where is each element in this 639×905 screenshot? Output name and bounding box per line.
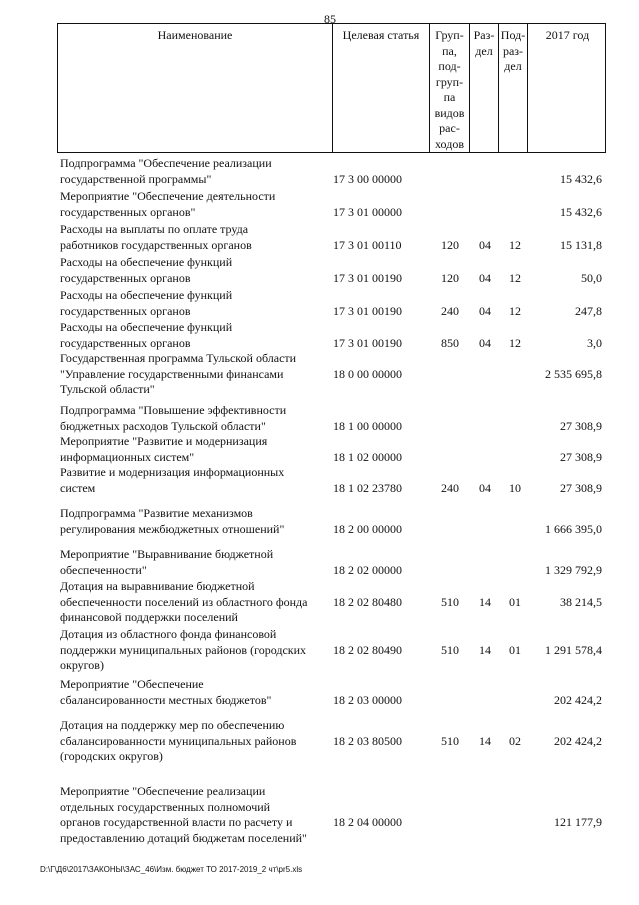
- row-name: Подпрограмма "Повышение эффективности бюджетных расходов Тульской области": [60, 403, 287, 433]
- row-subsection: 02: [509, 733, 521, 748]
- row-target-article: 18 1 00 00000: [333, 418, 402, 433]
- table-header: [57, 23, 606, 153]
- row-amount: 38 214,5: [560, 594, 602, 609]
- row-amount: 1 666 395,0: [545, 521, 602, 536]
- row-target-article: 17 3 01 00190: [333, 270, 402, 285]
- row-target-article: 17 3 01 00110: [333, 237, 402, 252]
- row-name: Мероприятие "Выравнивание бюджетной обеспеченности": [60, 547, 274, 577]
- header-section: Раз- дел: [470, 24, 499, 152]
- row-name: Дотация на выравнивание бюджетной обеспеченности поселений из областного фонда финансовой поддержки поселений: [60, 579, 308, 624]
- row-amount: 121 177,9: [554, 815, 602, 829]
- row-amount: 50,0: [581, 270, 602, 285]
- header-target-article: Целевая статья: [333, 24, 430, 152]
- row-expense-type: 120: [441, 237, 459, 252]
- row-target-article: 18 2 03 00000: [333, 692, 402, 707]
- row-name: Подпрограмма "Развитие механизмов регулирования межбюджетных отношений": [60, 506, 285, 536]
- row-section: 14: [479, 594, 491, 609]
- row-subsection: 12: [509, 270, 521, 285]
- row-target-article: 17 3 01 00190: [333, 335, 402, 350]
- row-name: Дотация на поддержку мер по обеспечению сбалансированности муниципальных районов (городских округов): [60, 718, 297, 763]
- row-target-article: 18 1 02 00000: [333, 449, 402, 464]
- row-name: Расходы на обеспечение функций государственных органов: [60, 255, 233, 285]
- row-target-article: 18 2 02 00000: [333, 562, 402, 577]
- header-subsection: Под- раз- дел: [499, 24, 528, 152]
- row-amount: 202 424,2: [554, 733, 602, 748]
- row-expense-type: 240: [441, 303, 459, 318]
- row-name: Мероприятие "Обеспечение реализации отдельных государственных полномочий органов государственной власти по расчету и предоставлению дотаций бюджетам поселений": [60, 784, 307, 845]
- row-amount: 27 308,9: [560, 449, 602, 464]
- row-name: Развитие и модернизация информационных систем: [60, 465, 285, 495]
- row-subsection: 12: [509, 237, 521, 252]
- row-name: Расходы на обеспечение функций государственных органов: [60, 320, 233, 350]
- row-target-article: 18 2 03 80500: [333, 733, 402, 748]
- row-target-article: 17 3 01 00190: [333, 303, 402, 318]
- row-amount: 15 432,6: [560, 171, 602, 186]
- row-target-article: 18 2 02 80490: [333, 642, 402, 657]
- row-amount: 15 131,8: [560, 237, 602, 252]
- row-target-article: 18 1 02 23780: [333, 480, 402, 495]
- row-section: 04: [479, 335, 491, 350]
- row-amount: 1 291 578,4: [545, 642, 602, 657]
- row-section: 04: [479, 270, 491, 285]
- row-amount: 27 308,9: [560, 480, 602, 495]
- row-section: 04: [479, 480, 491, 495]
- row-name: Мероприятие "Обеспечение сбалансированности местных бюджетов": [60, 677, 272, 707]
- page-number: 85: [324, 12, 336, 26]
- row-name: Дотация из областного фонда финансовой поддержки муниципальных районов (городских округов): [60, 627, 307, 672]
- row-expense-type: 510: [441, 733, 459, 748]
- row-amount: 1 329 792,9: [545, 562, 602, 577]
- row-target-article: 18 2 04 00000: [333, 815, 402, 829]
- file-path-footer: D:\Г\Д6\2017\ЗАКОНЫ\ЗАС_46\Изм. бюджет ТО 2017-2019_2 чт\pr5.xls: [40, 865, 303, 874]
- row-amount: 15 432,6: [560, 204, 602, 219]
- row-expense-type: 240: [441, 480, 459, 495]
- row-section: 14: [479, 642, 491, 657]
- row-name: Мероприятие "Развитие и модернизация информационных систем": [60, 434, 268, 464]
- header-name: Наименование: [58, 24, 333, 152]
- row-section: 14: [479, 733, 491, 748]
- row-subsection: 01: [509, 642, 521, 657]
- row-expense-type: 850: [441, 335, 459, 350]
- row-section: 04: [479, 303, 491, 318]
- row-amount: 247,8: [575, 303, 602, 318]
- row-expense-type: 120: [441, 270, 459, 285]
- row-name: Расходы на обеспечение функций государственных органов: [60, 288, 233, 318]
- row-amount: 27 308,9: [560, 418, 602, 433]
- row-amount: 202 424,2: [554, 692, 602, 707]
- row-amount: 3,0: [587, 335, 602, 350]
- row-name: Государственная программа Тульской области "Управление государственными финансами Тульской области": [60, 351, 297, 396]
- row-name: Расходы на выплаты по оплате труда работников государственных органов: [60, 222, 252, 252]
- row-target-article: 18 0 00 00000: [333, 366, 402, 381]
- row-target-article: 17 3 00 00000: [333, 171, 402, 186]
- row-subsection: 12: [509, 303, 521, 318]
- row-target-article: 17 3 01 00000: [333, 204, 402, 219]
- row-amount: 2 535 695,8: [545, 366, 602, 381]
- header-expense-type: Груп- па, под- груп- па видов рас- ходов: [430, 24, 470, 152]
- header-year: 2017 год: [545, 28, 590, 42]
- row-target-article: 18 2 02 80480: [333, 594, 402, 609]
- row-target-article: 18 2 00 00000: [333, 521, 402, 536]
- row-subsection: 12: [509, 335, 521, 350]
- row-name: Подпрограмма "Обеспечение реализации государственной программы": [60, 156, 272, 186]
- row-section: 04: [479, 237, 491, 252]
- row-expense-type: 510: [441, 594, 459, 609]
- row-subsection: 10: [509, 480, 521, 495]
- row-subsection: 01: [509, 594, 521, 609]
- row-name: Мероприятие "Обеспечение деятельности государственных органов": [60, 189, 276, 219]
- row-expense-type: 510: [441, 642, 459, 657]
